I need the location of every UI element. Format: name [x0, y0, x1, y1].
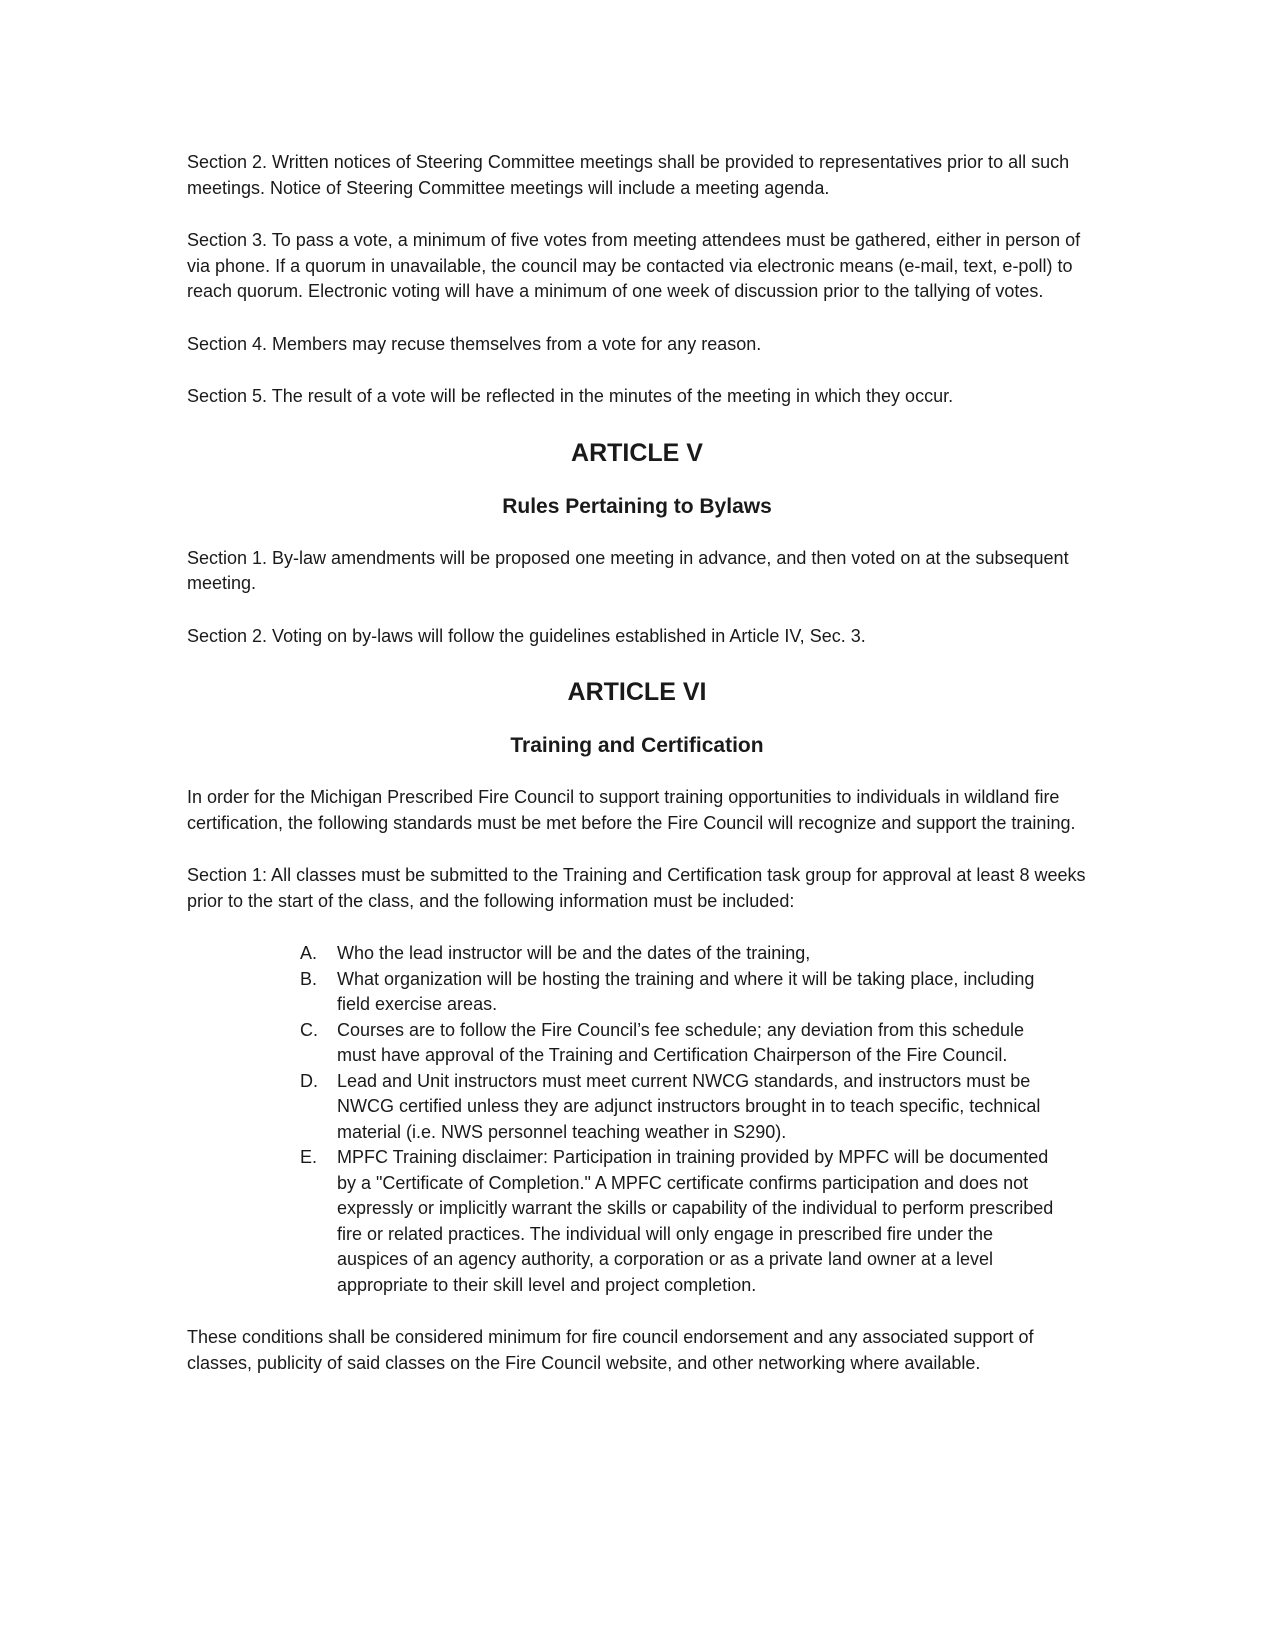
section-3-voting: Section 3. To pass a vote, a minimum of five votes from meeting attendees must be gathered, either in person of via phone. If a quorum in unavailable, the council may be contacted via electronic means (e-mail, text, e-poll) to reach quorum. Electronic voting will have a minimum of one week of discussion prior to the tallying of votes.: [187, 230, 1081, 301]
section-2-notices: Section 2. Written notices of Steering Committee meetings shall be provided to representatives prior to all such meetings. Notice of Steering Committee meetings will include a meeting agenda.: [187, 152, 1070, 198]
document-page: [187, 150, 1087, 1403]
list-item-text: Lead and Unit instructors must meet current NWCG standards, and instructors must be NWCG certified unless they are adjunct instructors brought in to teach specific, technical material (i.e. NWS personnel teaching weather in S290).: [337, 1070, 1041, 1142]
article-5-subtitle: Rules Pertaining to Bylaws: [502, 494, 772, 518]
list-marker: C.: [300, 1019, 318, 1040]
article-5-section-1: Section 1. By-law amendments will be proposed one meeting in advance, and then voted on at the subsequent meeting.: [187, 547, 1069, 593]
article-6-intro: In order for the Michigan Prescribed Fire Council to support training opportunities to individuals in wildland fire certification, the following standards must be met before the Fire Council will recognize and support the training.: [187, 787, 1076, 833]
list-marker: B.: [300, 968, 318, 989]
closing-paragraph: These conditions shall be considered minimum for fire council endorsement and any associated support of classes, publicity of said classes on the Fire Council website, and other networking where available.: [187, 1327, 1034, 1373]
list-item: [187, 941, 1067, 967]
list-marker: A.: [300, 943, 318, 963]
article-6-title: ARTICLE VI: [567, 678, 707, 706]
article-6-section-1: Section 1: All classes must be submitted to the Training and Certification task group for approval at least 8 weeks prior to the start of the class, and the following information must be included:: [187, 865, 1086, 911]
list-item-text: Who the lead instructor will be and the dates of the training,: [337, 943, 811, 963]
article-5-section-2: Section 2. Voting on by-laws will follow the guidelines established in Article IV, Sec. 3.: [187, 625, 866, 646]
list-item: [187, 1069, 1067, 1146]
list-item-text: What organization will be hosting the training and where it will be taking place, including field exercise areas.: [337, 968, 1035, 1014]
article-5-title: ARTICLE V: [571, 438, 703, 467]
list-item-text: Courses are to follow the Fire Council’s fee schedule; any deviation from this schedule must have approval of the Training and Certification Chairperson of the Fire Council.: [337, 1019, 1025, 1065]
list-marker: D.: [300, 1070, 318, 1091]
list-marker: E.: [300, 1147, 318, 1167]
section-4-recusal: Section 4. Members may recuse themselves from a vote for any reason.: [187, 333, 762, 354]
section-5-results: Section 5. The result of a vote will be reflected in the minutes of the meeting in which they occur.: [187, 386, 954, 406]
list-item: [187, 967, 1067, 1018]
list-item: [187, 1145, 1067, 1298]
requirements-list: [187, 941, 1087, 1298]
article-6-subtitle: Training and Certification: [510, 734, 764, 757]
list-item-text: MPFC Training disclaimer: Participation in training provided by MPFC will be documented by a "Certificate of Completion." A MPFC certificate confirms participation and does not expressly or implicitly warrant the skills or capability of the individual to perform prescribed fire or related practices. The individual will only engage in prescribed fire under the auspices of an agency authority, a corporation or as a private land owner at a level appropriate to their skill level and project completion.: [337, 1147, 1054, 1295]
list-item: [187, 1018, 1067, 1069]
